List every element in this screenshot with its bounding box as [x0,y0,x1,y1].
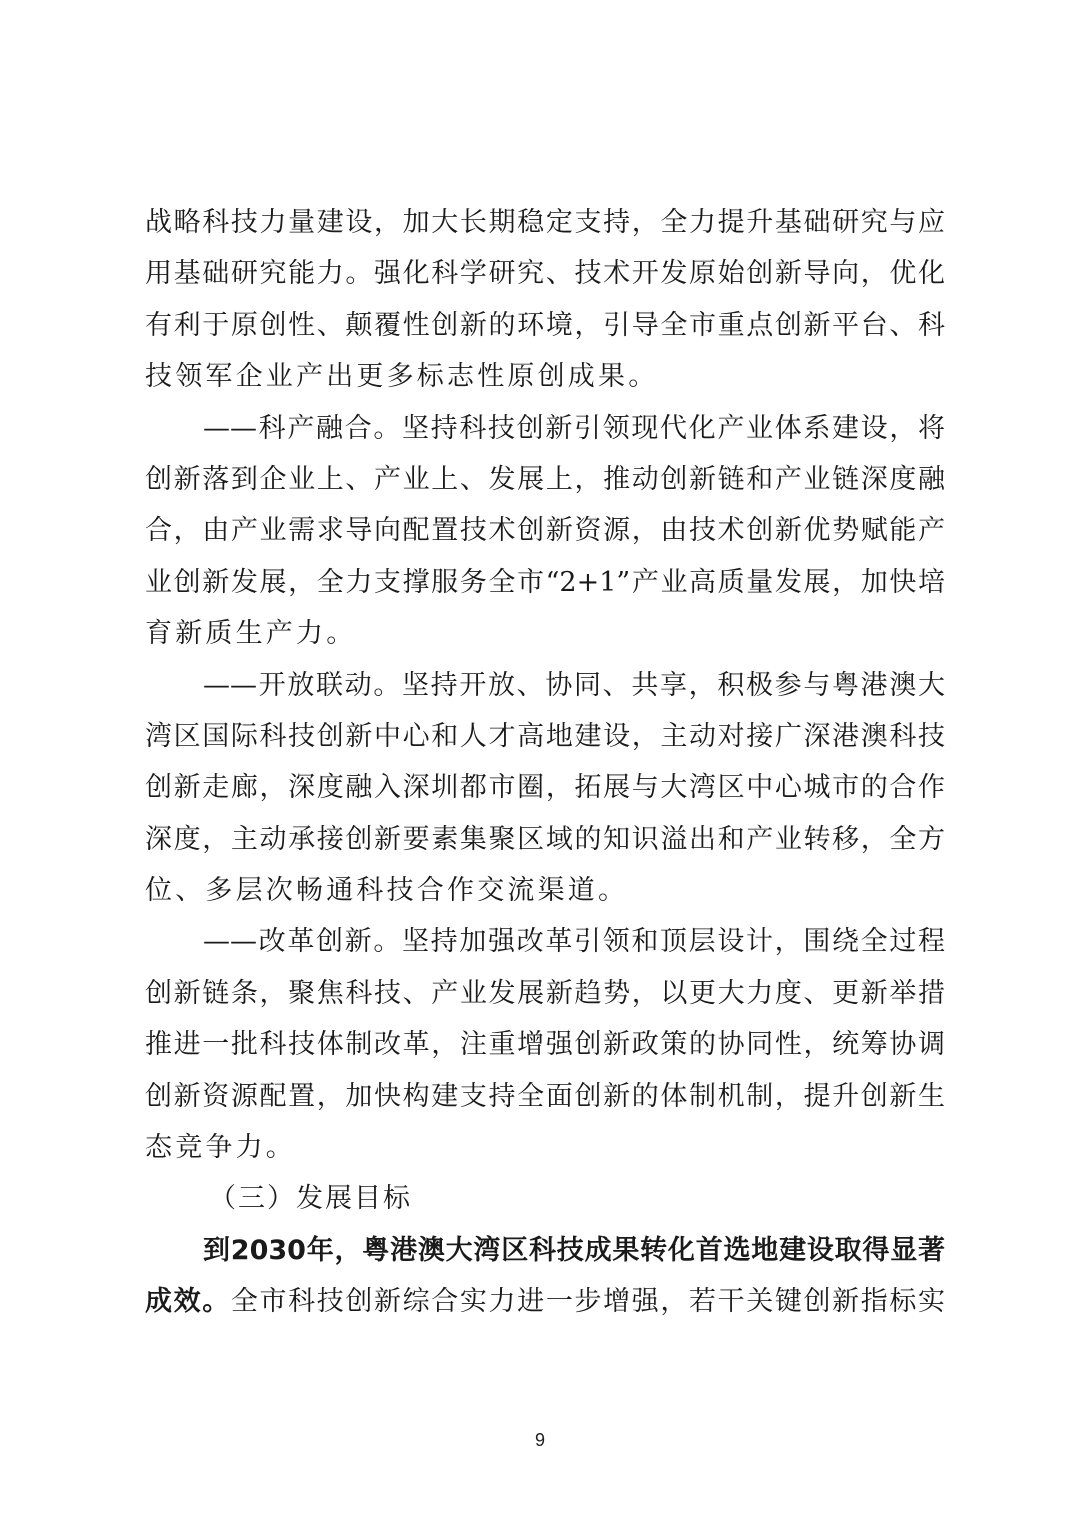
text-line: 技领军企业产出更多标志性原创成果。 [145,361,659,393]
text-line: 深度，主动承接创新要素集聚区域的知识溢出和产业转移，全方 [145,823,945,855]
section-lead-line: ——开放联动。坚持开放、协同、共享，积极参与粤港澳大 [203,669,945,701]
text-line: 用基础研究能力。强化科学研究、技术开发原始创新导向，优化 [145,258,945,290]
text-line: 推进一批科技体制改革，注重增强创新政策的协同性，统筹协调 [145,1029,945,1061]
text-line: 态竞争力。 [145,1132,296,1164]
text-line: 育新质生产力。 [145,618,357,650]
goal-line [145,1276,945,1327]
section-lead-line: ——科产融合。坚持科技创新引领现代化产业体系建设，将 [203,412,945,444]
goal-rest: 全市科技创新综合实力进一步增强，若干关键创新指标实 [230,1286,946,1318]
page-number: 9 [534,1430,545,1450]
section-lead-line: ——改革创新。坚持加强改革引领和顶层设计，围绕全过程 [203,926,945,958]
text-line: 创新资源配置，加快构建支持全面创新的体制机制，提升创新生 [145,1080,945,1112]
text-line: 创新链条，聚焦科技、产业发展新趋势，以更大力度、更新举措 [145,977,945,1009]
text-line: 位、多层次畅通科技合作交流渠道。 [145,875,629,907]
goal-bold-line: 到2030年，粤港澳大湾区科技成果转化首选地建设取得显著 [203,1234,945,1266]
section-heading: （三）发展目标 [209,1183,412,1215]
text-line: 湾区国际科技创新中心和人才高地建设，主动对接广深港澳科技 [145,720,945,752]
text-line: 有利于原创性、颠覆性创新的环境，引导全市重点创新平台、科 [145,309,945,341]
body-text [145,197,945,1328]
text-line: 战略科技力量建设，加大长期稳定支持，全力提升基础研究与应 [145,207,945,238]
text-line: 创新落到企业上、产业上、发展上，推动创新链和产业链深度融 [145,463,945,495]
text-line: 合，由产业需求导向配置技术创新资源，由技术创新优势赋能产 [145,515,945,547]
goal-bold-prefix: 成效。 [145,1286,231,1318]
text-line: 业创新发展，全力支撑服务全市“2+1”产业高质量发展，加快培 [145,566,945,598]
text-line: 创新走廊，深度融入深圳都市圈，拓展与大湾区中心城市的合作 [145,772,945,804]
